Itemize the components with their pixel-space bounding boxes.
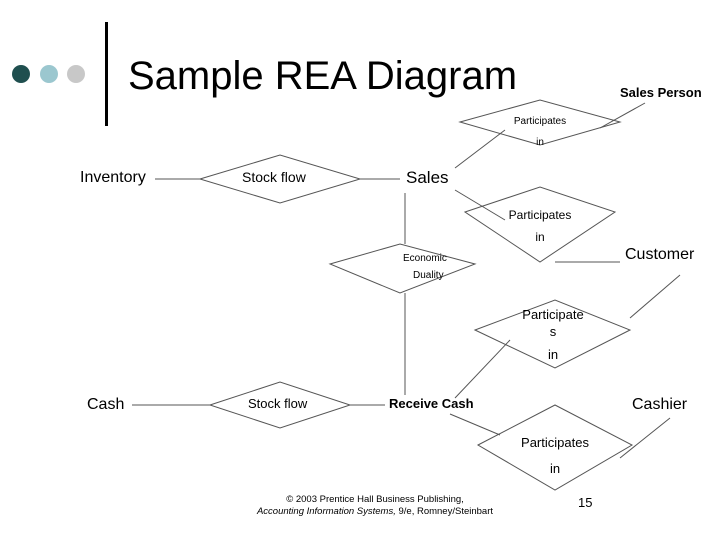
- line-receivecash-participates-cashier: [450, 414, 500, 435]
- footer-line2: [240, 506, 510, 518]
- line-participates-salesperson: [600, 103, 645, 128]
- line-participate-customer: [630, 275, 680, 318]
- entity-receive-cash: Receive Cash: [389, 396, 474, 411]
- rel-participates-cashier-line1: Participates: [521, 435, 589, 450]
- rel-stock-flow-top: Stock flow: [242, 169, 306, 185]
- line-receivecash-participate: [455, 340, 510, 398]
- entity-sales-person: Sales Person: [620, 85, 702, 100]
- rel-economic-duality-line1: Economic: [403, 253, 447, 264]
- entity-cashier: Cashier: [632, 396, 688, 413]
- rel-participates-customer-cash-line1: Participate: [522, 307, 584, 322]
- rel-participates-customer-cash-line3: in: [547, 347, 559, 362]
- rel-stock-flow-bottom: Stock flow: [248, 396, 308, 411]
- rel-participates-sales-person: [500, 111, 580, 153]
- footer-authors: 9/e, Romney/Steinbart: [395, 506, 494, 518]
- footer-line1: © 2003 Prentice Hall Business Publishing,: [286, 494, 464, 505]
- entity-inventory: Inventory: [80, 169, 146, 186]
- footer-citation: [240, 494, 510, 519]
- rel-participates-customer-cash-line2: s: [549, 324, 557, 339]
- rel-economic-duality: [403, 250, 447, 284]
- rel-participates-cashier-line2: in: [549, 461, 561, 476]
- rel-economic-duality-line2: Duality: [413, 270, 444, 281]
- rel-participates-sales-person-line1: Participates: [513, 116, 567, 127]
- rel-participates-customer: [490, 204, 590, 248]
- page-number: 15: [578, 495, 593, 510]
- rel-participates-cashier: [505, 430, 605, 482]
- rel-participates-sales-person-line2: in: [536, 137, 544, 148]
- footer-book-title: Accounting Information Systems,: [256, 506, 396, 518]
- line-sales-participates-top: [455, 130, 505, 168]
- entity-customer: Customer: [625, 246, 695, 263]
- rel-participates-customer-line1: Participates: [508, 208, 572, 222]
- rel-participates-customer-cash: [508, 306, 598, 363]
- entity-sales: Sales: [406, 168, 449, 187]
- rel-participates-customer-line2: in: [535, 230, 545, 244]
- page-title: Sample REA Diagram: [128, 54, 518, 98]
- entity-cash: Cash: [87, 396, 125, 413]
- line-participates-cashier: [620, 418, 670, 458]
